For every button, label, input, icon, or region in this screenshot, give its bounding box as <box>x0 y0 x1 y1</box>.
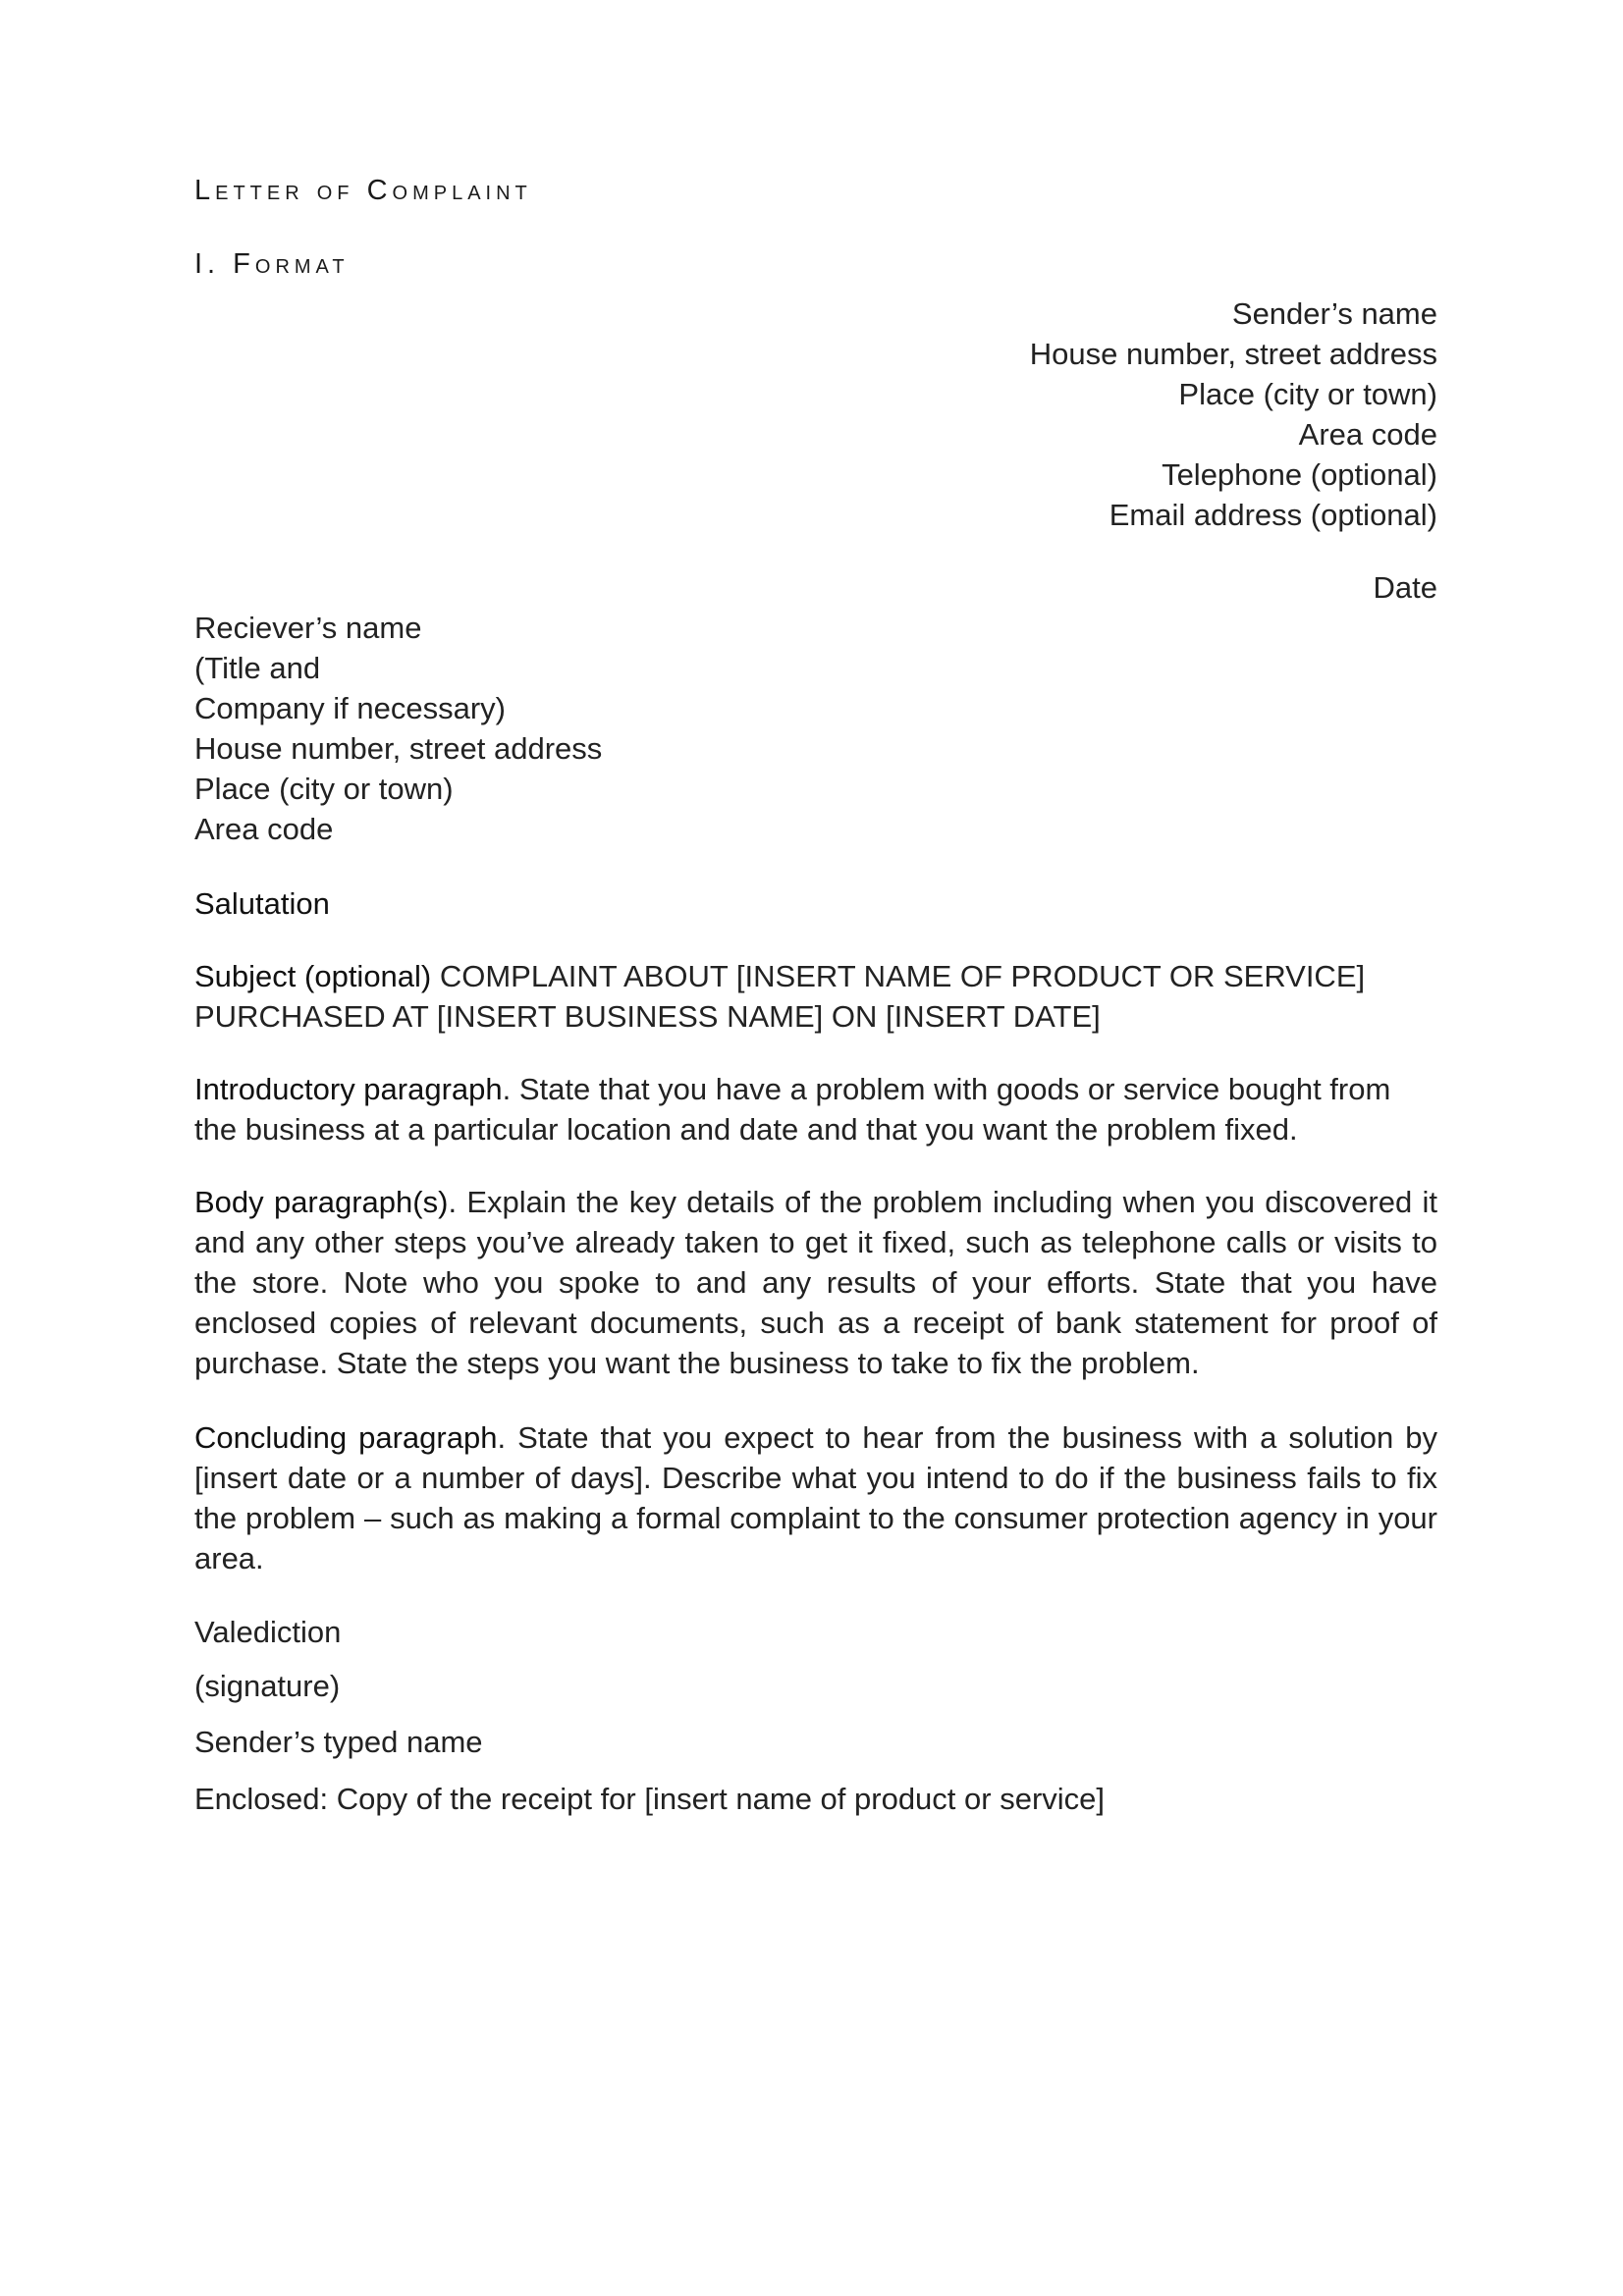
document-title: Letter of Complaint <box>194 175 532 206</box>
intro-label: Introductory paragraph <box>194 1072 503 1106</box>
section-heading: I. Format <box>194 248 350 280</box>
valediction: Valediction <box>194 1615 342 1649</box>
subject-text: COMPLAINT ABOUT [INSERT NAME OF PRODUCT OR SERVICE] PURCHASED AT [INSERT BUSINESS NAME] ON [INSERT DATE] <box>194 959 1366 1034</box>
body-text: . Explain the key details of the problem including when you discovered it and any other steps you’ve already taken to get it fixed, such as telephone calls or visits to the store. Note who you spoke to and any results of your efforts. State that you have enclosed copies of relevant documents, such as a receipt of bank statement for proof of purchase. State the steps you want the business to take to fix the problem. <box>194 1185 1437 1380</box>
receiver-address-block <box>194 608 602 849</box>
introductory-paragraph <box>194 1069 1437 1149</box>
intro-text: . State that you have a problem with goods or service bought from the business at a particular location and date and that you want the problem fixed. <box>194 1072 1391 1147</box>
sender-email: Email address (optional) <box>1109 498 1437 532</box>
salutation: Salutation <box>194 886 330 921</box>
signature-placeholder: (signature) <box>194 1669 341 1703</box>
receiver-area-code: Area code <box>194 812 334 846</box>
sender-typed-name: Sender’s typed name <box>194 1725 483 1759</box>
body-label: Body paragraph(s) <box>194 1185 449 1219</box>
concluding-paragraph <box>194 1417 1437 1578</box>
receiver-title: (Title and <box>194 651 321 685</box>
sender-place: Place (city or town) <box>1178 377 1437 411</box>
receiver-name: Reciever’s name <box>194 611 422 645</box>
concluding-text: . State that you expect to hear from the business with a solution by [insert date or a number of days]. Describe what you intend to do if the business fails to fix the problem – such as making a formal complaint to the consumer protection agency in your area. <box>194 1420 1437 1575</box>
enclosure-note: Enclosed: Copy of the receipt for [insert name of product or service] <box>194 1782 1106 1816</box>
sender-telephone: Telephone (optional) <box>1162 457 1437 492</box>
body-paragraph <box>194 1182 1437 1383</box>
subject-label: Subject (optional) <box>194 959 432 993</box>
sender-street: House number, street address <box>1029 337 1437 371</box>
receiver-street: House number, street address <box>194 731 603 766</box>
letter-date: Date <box>1373 570 1437 605</box>
sender-name: Sender’s name <box>1231 296 1437 331</box>
receiver-company: Company if necessary) <box>194 691 507 725</box>
receiver-place: Place (city or town) <box>194 772 454 806</box>
sender-area-code: Area code <box>1298 417 1437 452</box>
concluding-label: Concluding paragraph <box>194 1420 498 1455</box>
subject-line <box>194 956 1437 1037</box>
sender-address-block <box>1030 294 1437 535</box>
